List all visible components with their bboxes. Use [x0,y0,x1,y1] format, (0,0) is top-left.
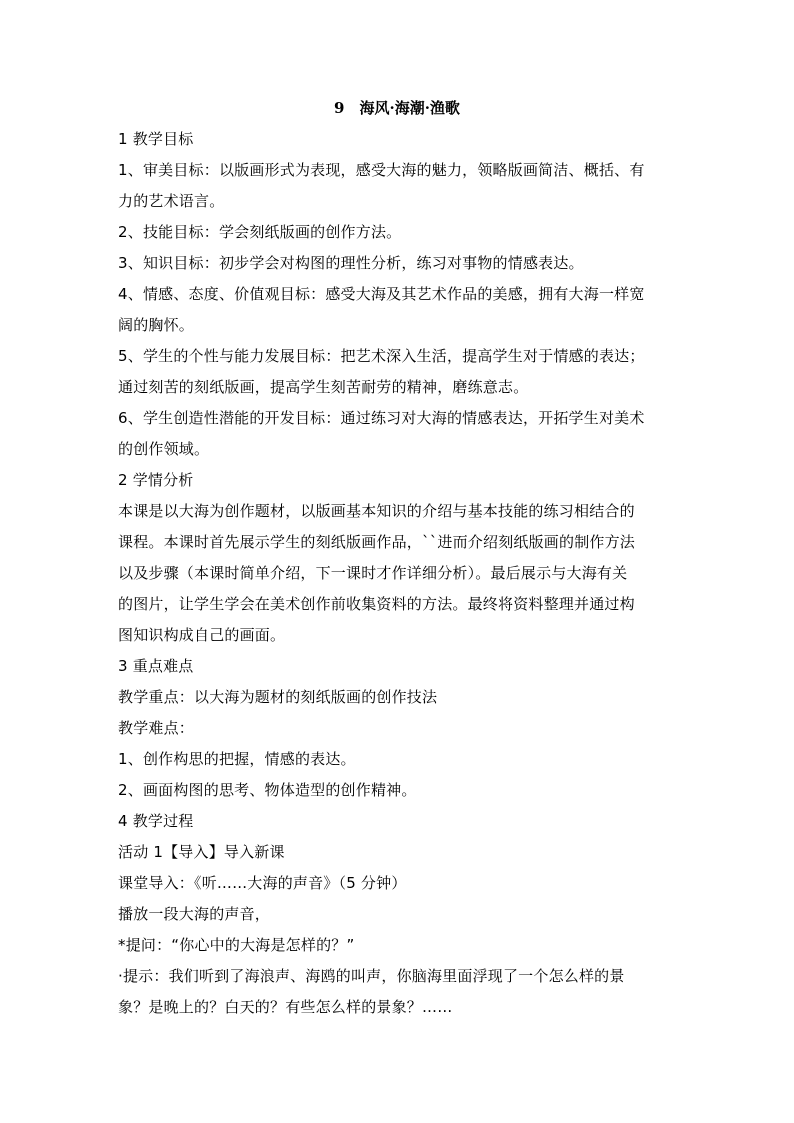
paragraph-line: 象？是晚上的？白天的？有些怎么样的景象？…… [118,998,453,1016]
paragraph-line: 课堂导入：《听……大海的声音》（5 分钟） [118,874,407,892]
paragraph-line: 1、审美目标：以版画形式为表现，感受大海的魅力，领略版画简洁、概括、有 [118,161,645,179]
paragraph-line: 的图片，让学生学会在美术创作前收集资料的方法。最终将资料整理并通过构 [118,595,635,613]
paragraph-line: 力的艺术语言。 [118,192,225,210]
paragraph-line: 的创作领域。 [118,440,210,458]
paragraph-line: 3、知识目标：初步学会对构图的理性分析，练习对事物的情感表达。 [118,254,584,272]
paragraph-line: 2、技能目标：学会刻纸版画的创作方法。 [118,223,402,241]
paragraph-line: *提问：“你心中的大海是怎样的？” [118,936,355,954]
paragraph-line: 课程。本课时首先展示学生的刻纸版画作品，``进而介绍刻纸版画的制作方法 [118,533,636,551]
paragraph-line: 播放一段大海的声音， [118,905,271,923]
section-heading-analysis: 2 学情分析 [118,471,194,489]
paragraph-line: ·提示：我们听到了海浪声、海鸥的叫声，你脑海里面浮现了一个怎么样的景 [118,967,625,985]
paragraph-line: 2、画面构图的思考、物体造型的创作精神。 [118,781,417,799]
paragraph-line: 活动 1【导入】导入新课 [118,843,285,861]
section-heading-key-points: 3 重点难点 [118,657,194,675]
paragraph-line: 以及步骤（本课时简单介绍，下一课时才作详细分析）。最后展示与大海有关 [118,564,628,582]
document-body [118,124,678,1023]
section-heading-process: 4 教学过程 [118,812,194,830]
document-title: 9 海风·海潮·渔歌 [334,99,460,117]
paragraph-line: 图知识构成自己的画面。 [118,626,286,644]
paragraph-line: 5、学生的个性与能力发展目标：把艺术深入生活，提高学生对于情感的表达； [118,347,645,365]
paragraph-line: 6、学生创造性潜能的开发目标：通过练习对大海的情感表达，开拓学生对美术 [118,409,645,427]
paragraph-line: 教学重点：以大海为题材的刻纸版画的创作技法 [118,688,438,706]
paragraph-line: 通过刻苦的刻纸版画，提高学生刻苦耐劳的精神，磨练意志。 [118,378,529,396]
paragraph-line: 教学难点： [118,719,195,737]
section-heading-objectives: 1 教学目标 [118,130,194,148]
paragraph-line: 阔的胸怀。 [118,316,195,334]
paragraph-line: 1、创作构思的把握，情感的表达。 [118,750,356,768]
paragraph-line: 4、情感、态度、价值观目标：感受大海及其艺术作品的美感，拥有大海一样宽 [118,285,645,303]
paragraph-line: 本课是以大海为创作题材，以版画基本知识的介绍与基本技能的练习相结合的 [118,502,635,520]
